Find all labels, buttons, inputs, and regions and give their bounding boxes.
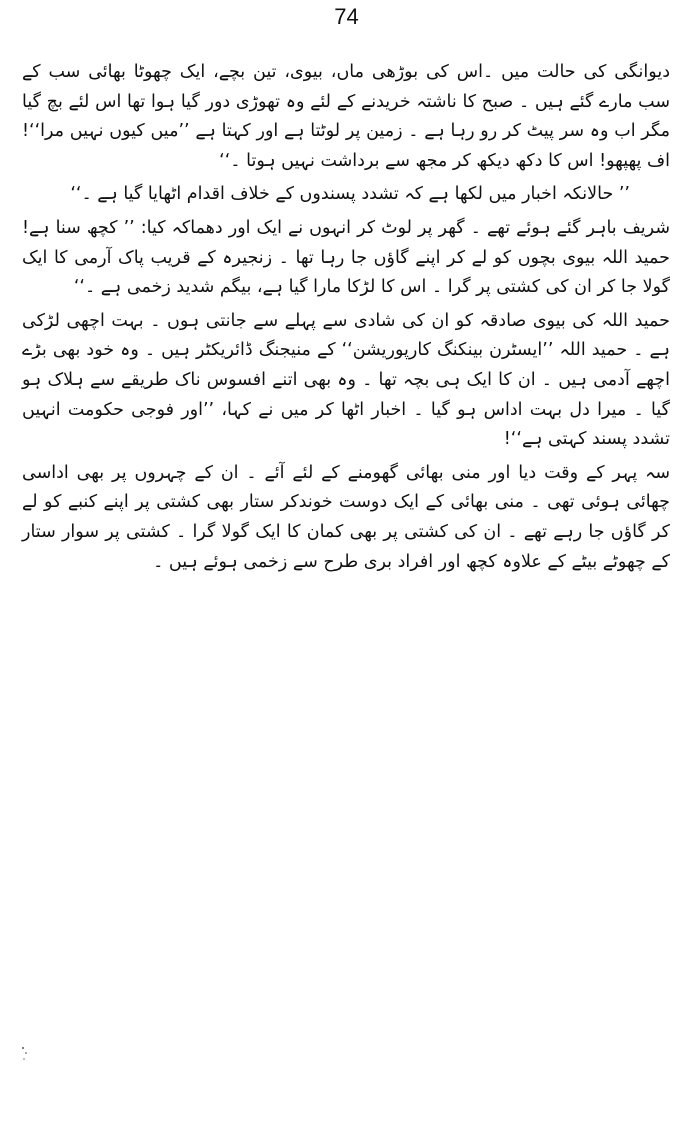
- paragraph-2: ’’ حالانکہ اخبار میں لکھا ہے کہ تشدد پسندوں کے خلاف اقدام اٹھایا گیا ہے ۔‘‘: [70, 184, 630, 205]
- page-body: [22, 58, 670, 581]
- paragraph-3: شریف باہر گئے ہوئے تھے ۔ گھر پر لوٹ کر انہوں نے ایک اور دھماکہ کیا: ’’ کچھ سنا ہے! حمید اللہ بیوی بچوں کو لے کر اپنے گاؤں جا رہا تھا ۔ زنجیرہ کے قریب پاک آرمی کا ایک گولا جا کر ان کی کشتی پر گرا ۔ اس کا لڑکا مارا گیا ہے، بیگم شدید زخمی ہے ۔‘‘: [22, 217, 670, 298]
- paragraph-5: سہ پہر کے وقت دیا اور منی بھائی گھومنے کے لئے آئے ۔ ان کے چہروں پر بھی اداسی چھائی ہوئی تھی ۔ منی بھائی کے ایک دوست خوندکر ستار بھی کشتی پر اپنے کنبے کو لے کر گاؤں جا رہے تھے ۔ ان کی کشتی پر بھی کمان کا ایک گولا گرا ۔ کشتی پر سوار ستار کے چھوٹے بیٹے کے علاوہ کچھ اور افراد بری طرح سے زخمی ہوئے ہیں ۔: [22, 462, 670, 572]
- page-number: 74: [334, 4, 359, 29]
- paragraph-4: حمید اللہ کی بیوی صادقہ کو ان کی شادی سے پہلے سے جانتی ہوں ۔ بہت اچھی لڑکی ہے ۔ حمید اللہ ’’ایسٹرن بینکنگ کارپوریشن‘‘ کے منیجنگ ڈائریکٹر ہیں ۔ وہ خود بھی بڑے اچھے آدمی ہیں ۔ ان کا ایک ہی بچہ تھا ۔ وہ بھی اتنے افسوس ناک طریقے سے ہلاک ہو گیا ۔ میرا دل بہت اداس ہو گیا ۔ اخبار اٹھا کر میں نے کہا، ’’اور فوجی حکومت انہیں تشدد پسند کہتی ہے‘‘!: [22, 310, 670, 450]
- scan-speck: [20, 1045, 30, 1063]
- paragraph-1: دیوانگی کی حالت میں ۔اس کی بوڑھی ماں، بیوی، تین بچے، ایک چھوٹا بھائی سب کے سب مارے گئے ہیں ۔ صبح کا ناشتہ خریدنے کے لئے وہ تھوڑی دور گیا ہوا تھا اس لئے بچ گیا مگر اب وہ سر پیٹ کر رو رہا ہے ۔ زمین پر لوٹتا ہے اور کہتا ہے ’’میں کیوں نہیں مرا‘‘! اف پھپھو! اس کا دکھ دیکھ کر مجھ سے برداشت نہیں ہوتا ۔‘‘: [22, 62, 670, 171]
